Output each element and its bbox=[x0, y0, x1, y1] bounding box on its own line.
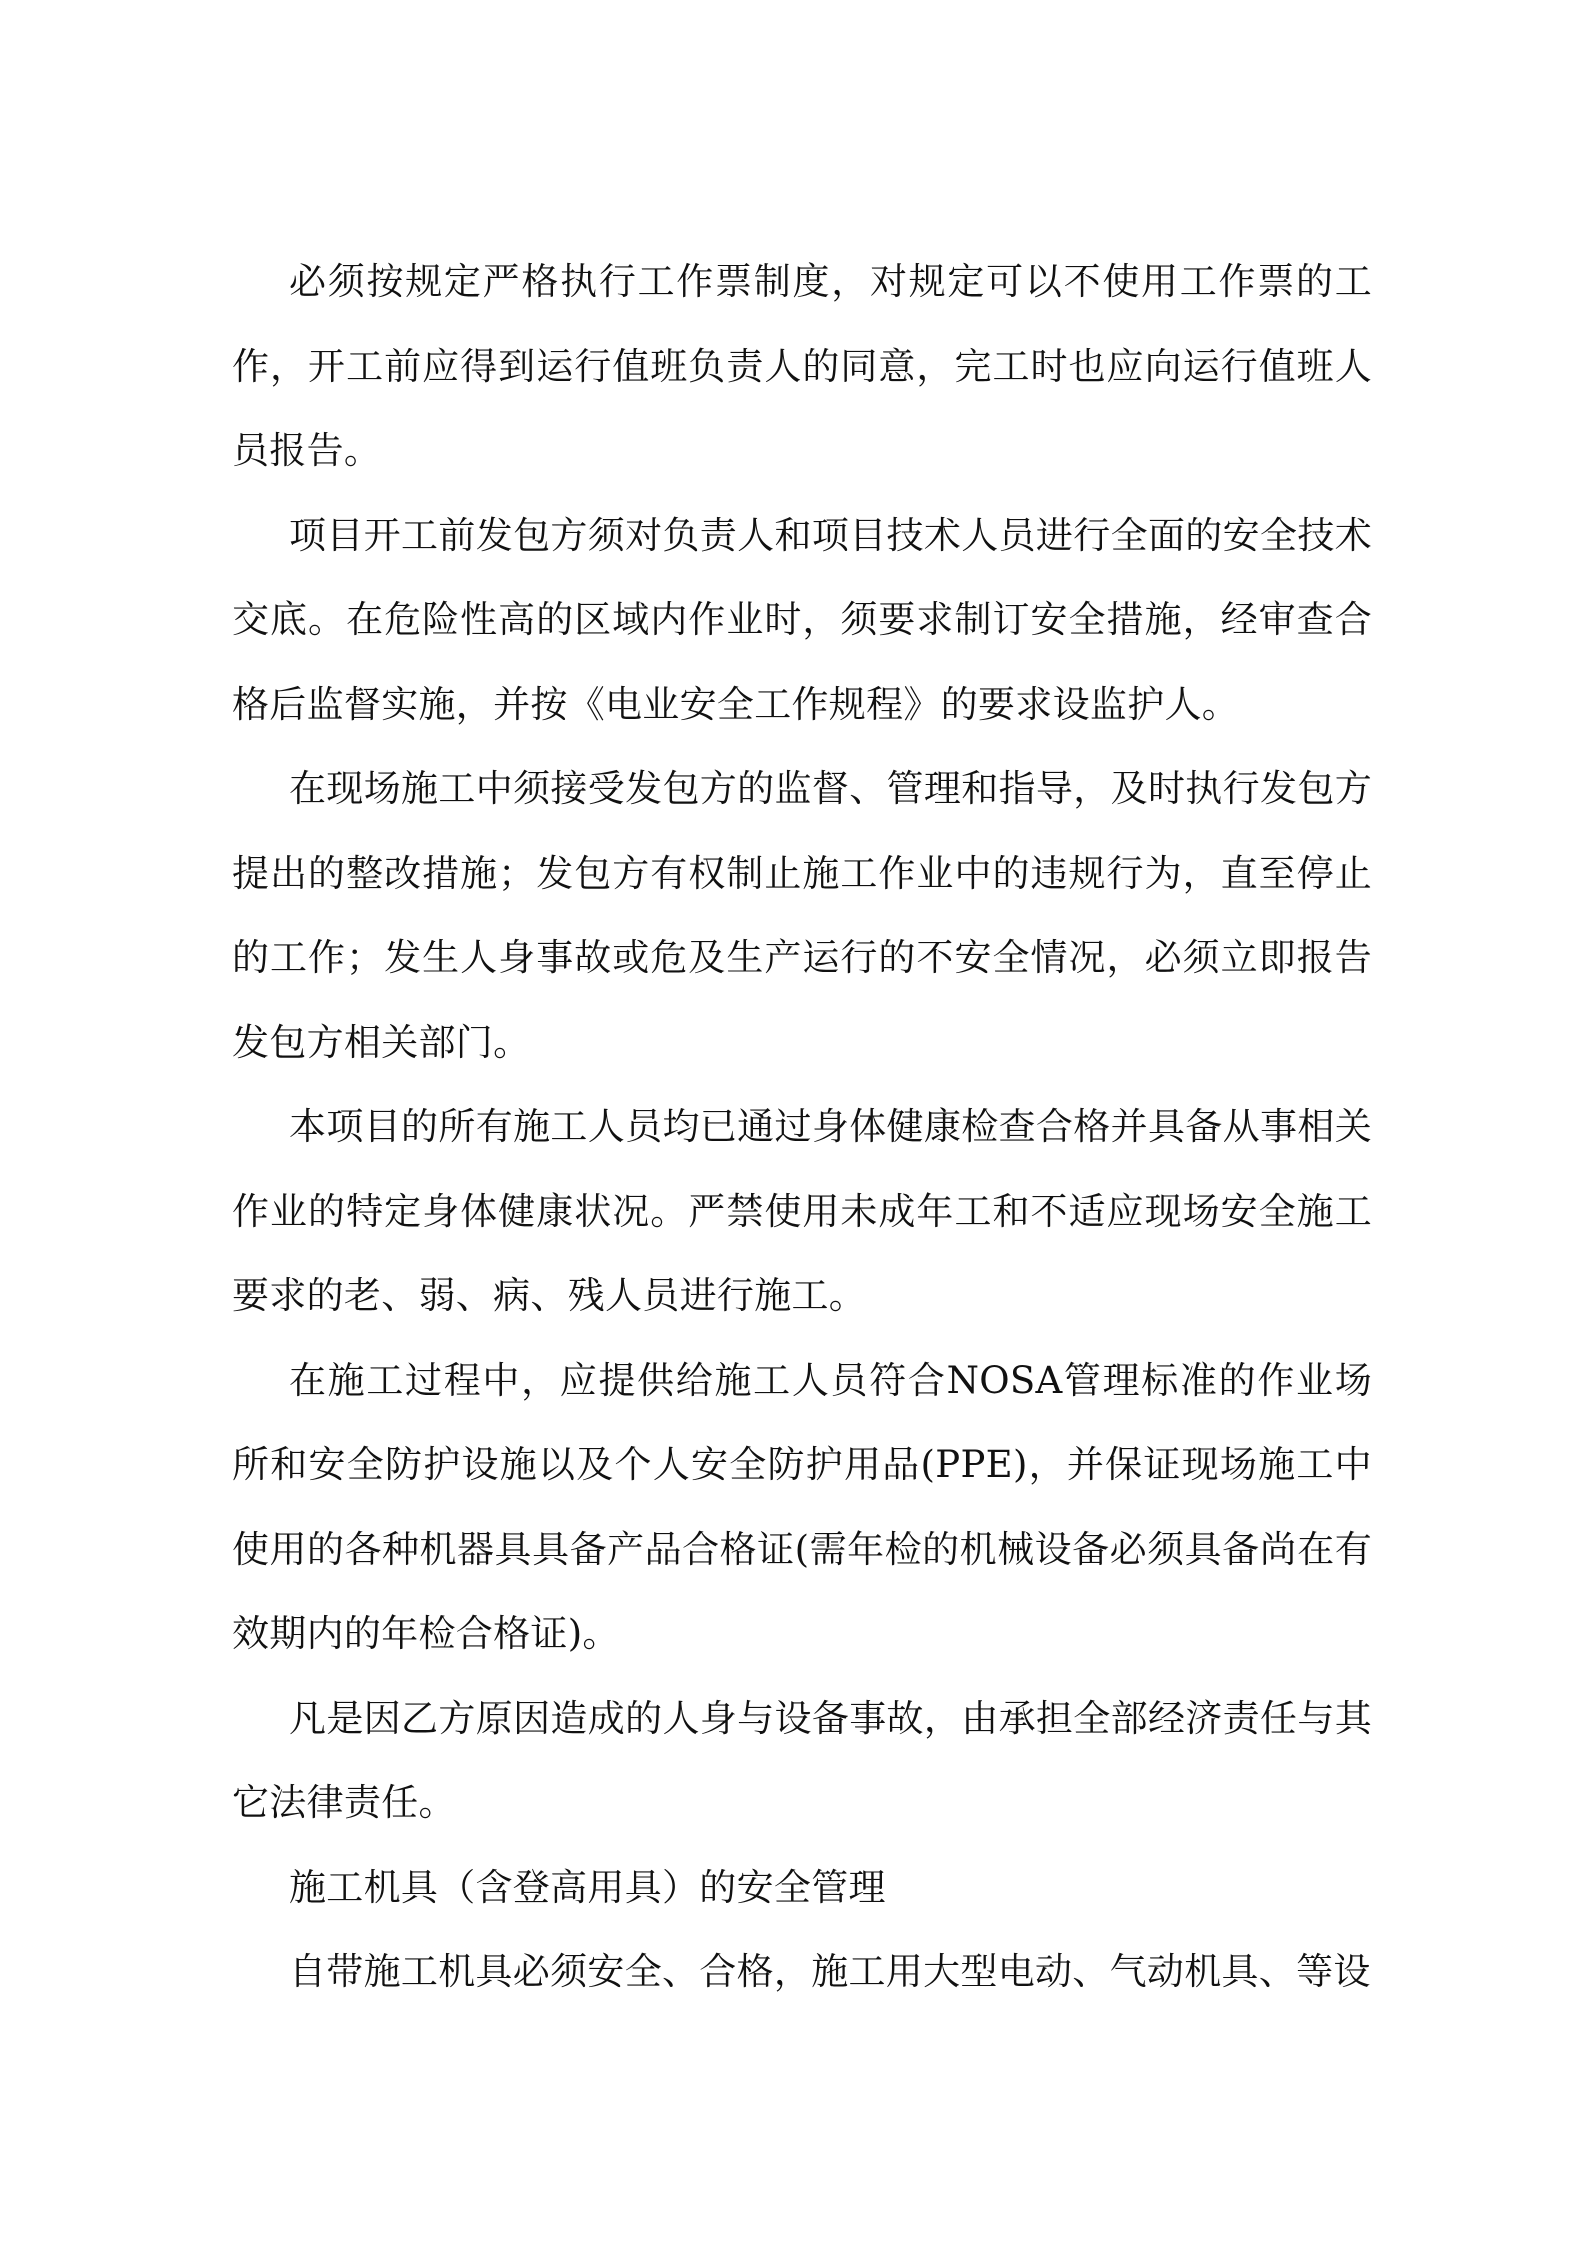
paragraph-supervision: 在现场施工中须接受发包方的监督、管理和指导，及时执行发包方提出的整改措施；发包方有权制止施工作业中的违规行为，直至停止的工作；发生人身事故或危及生产运行的不安全情况，必须立即报告发包方相关部门。 bbox=[232, 767, 1372, 1064]
paragraph-work-ticket: 必须按规定严格执行工作票制度，对规定可以不使用工作票的工作，开工前应得到运行值班负责人的同意，完工时也应向运行值班人员报告。 bbox=[232, 260, 1372, 472]
paragraph-safety-briefing: 项目开工前发包方须对负责人和项目技术人员进行全面的安全技术交底。在危险性高的区域内作业时，须要求制订安全措施，经审查合格后监督实施，并按《电业安全工作规程》的要求设监护人。 bbox=[232, 513, 1372, 726]
section-heading-tools: 施工机具（含登高用具）的安全管理 bbox=[289, 1865, 886, 1909]
document-body bbox=[232, 240, 1372, 2015]
paragraph-tools: 自带施工机具必须安全、合格，施工用大型电动、气动机具、等设 bbox=[289, 1950, 1371, 1993]
paragraph-ppe: 在施工过程中，应提供给施工人员符合NOSA管理标准的作业场所和安全防护设施以及个人安全防护用品(PPE)，并保证现场施工中使用的各种机器具具备产品合格证(需年检的机械设备必须具备尚在有效期内的年检合格证)。 bbox=[232, 1358, 1372, 1655]
paragraph-health-check: 本项目的所有施工人员均已通过身体健康检查合格并具备从事相关作业的特定身体健康状况。严禁使用未成年工和不适应现场安全施工要求的老、弱、病、残人员进行施工。 bbox=[232, 1105, 1372, 1317]
paragraph-liability: 凡是因乙方原因造成的人身与设备事故，由承担全部经济责任与其它法律责任。 bbox=[232, 1696, 1372, 1824]
